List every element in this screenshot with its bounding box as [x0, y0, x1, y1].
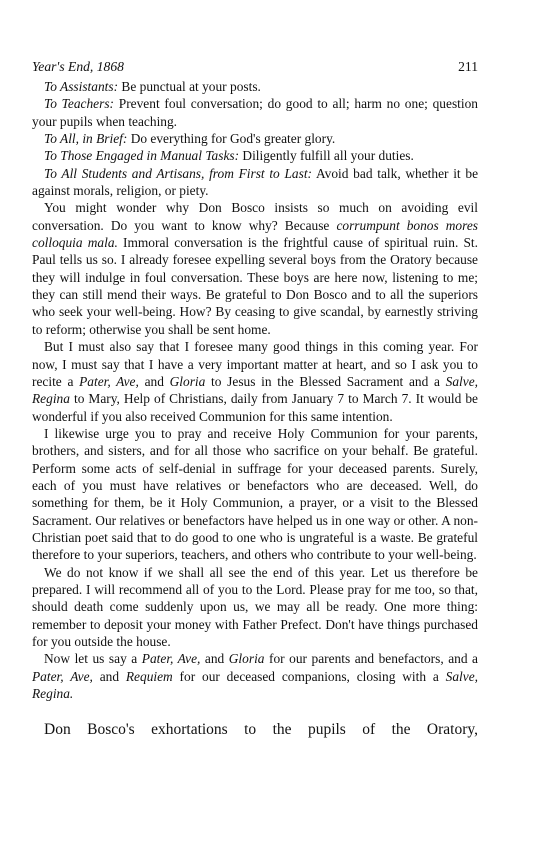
italic-text: Pater, Ave, [141, 651, 201, 667]
text-run: Do everything for God's greater glory. [127, 131, 336, 147]
italic-text: Salve, Regina [32, 373, 478, 407]
text-run: Be punctual at your posts. [118, 79, 261, 94]
text-run: to Mary, Help of Christians, daily from January 7 to March 7. It would be wonderful if you also received Communion for this same intention. [32, 391, 478, 424]
italic-text: To All Students and Artisans, from First to Last: [44, 165, 313, 181]
text-run: for our parents and benefactors, and a [264, 651, 479, 667]
italic-text: To Assistants: [44, 79, 119, 94]
text-run: and [138, 373, 170, 389]
paragraph [32, 564, 478, 651]
running-header [32, 58, 478, 76]
closing-line: Don Bosco's exhortations to the pupils of the Oratory, [44, 721, 478, 739]
text-run: You might wonder why Don Bosco insists so much on avoiding evil conversation. Do you want to know why? Because [32, 200, 478, 233]
text-run: I likewise urge you to pray and receive Holy Communion for your parents, brothers, and sisters, and for all those who sacrifice on your behalf. Be grateful. Perform some acts of self-denial in suffrage for your deceased parents. Surely, each of you must have relatives or benefactors who are deceased. Well, do something for them, be it Holy Communion, a prayer, or a visit to the Blessed Sacrament. Our relatives or benefactors have helped us in one way or other. A non-Christian poet said that to do good to one who is ungrateful is a waste. Be grateful therefore to your superiors, teachers, and others who contribute to your well-being. [32, 425, 478, 563]
paragraph [32, 78, 478, 95]
running-title: Year's End, 1868 [32, 59, 124, 74]
paragraph [32, 165, 478, 200]
text-run: Immoral conversation is the frightful cause of spiritual ruin. St. Paul tells us so. I already foresee expelling several boys from the Oratory because they will indulge in foul conversation. These boys are here now, listening to me; they can still mend their ways. Be grateful to Don Bosco and to all the superiors who seek your well-being. How? By ceasing to give scandal, by earnestly striving to reform; otherwise you shall be sent home. [32, 235, 478, 337]
italic-text: Requiem [125, 668, 173, 684]
italic-text: Pater, Ave, [79, 373, 139, 389]
text-run: for our deceased companions, closing with a [172, 668, 446, 684]
italic-text: Salve, Regina. [32, 668, 478, 702]
text-run: But I must also say that I foresee many good things in this coming year. For now, I must say that I have a very important matter at heart, and so I ask you to recite a [32, 339, 478, 389]
italic-text: To Teachers: [44, 96, 114, 112]
italic-text: corrumpunt bonos mores colloquia mala. [32, 217, 478, 251]
text-run: Now let us say a [44, 651, 142, 667]
paragraph [32, 95, 478, 130]
paragraph [32, 130, 478, 147]
text-run: and [200, 651, 229, 667]
text-run: to Jesus in the Blessed Sacrament and a [205, 373, 446, 389]
paragraph [32, 425, 478, 564]
paragraph [32, 650, 478, 702]
italic-text: Gloria [169, 373, 206, 389]
text-run: We do not know if we shall all see the end of this year. Let us therefore be prepared. I will recommend all of you to the Lord. Please pray for me too, so that, should death come suddenly upon us, we may all be ready. One more thing: remember to deposit your money with Father Prefect. Don't have things purchased for you outside the house. [32, 564, 478, 649]
text-run: Diligently fulfill all your duties. [239, 148, 414, 164]
body-text [32, 78, 478, 702]
italic-text: To All, in Brief: [44, 131, 128, 147]
italic-text: Pater, Ave, [32, 668, 93, 684]
paragraph [32, 338, 478, 425]
text-run: Prevent foul conversation; do good to all; harm no one; question your pupils when teaching. [32, 96, 478, 129]
page-number: 211 [458, 59, 478, 74]
text-run: Avoid bad talk, whether it be against morals, religion, or piety. [32, 165, 479, 199]
text-run: and [92, 668, 126, 684]
italic-text: Gloria [228, 651, 265, 667]
book-page [32, 58, 478, 740]
paragraph [32, 199, 478, 338]
italic-text: To Those Engaged in Manual Tasks: [44, 148, 240, 164]
paragraph [32, 147, 478, 164]
